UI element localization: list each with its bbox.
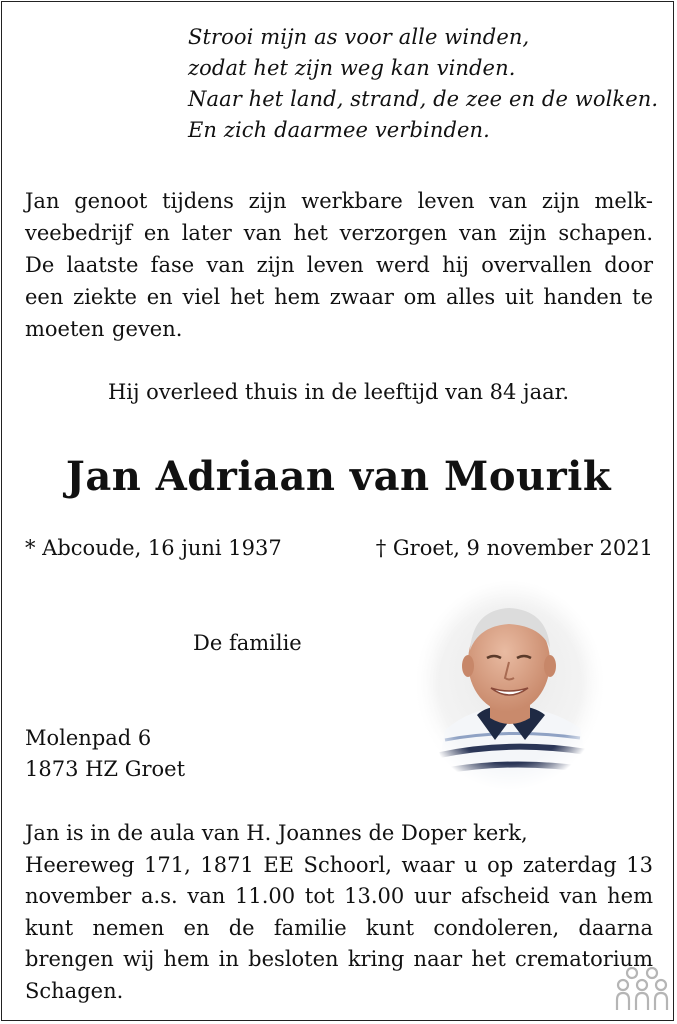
birth-info: * Abcoude, 16 juni 1937 (25, 536, 282, 560)
death-info: † Groet, 9 november 2021 (375, 536, 653, 560)
address-block (25, 723, 185, 785)
poem (188, 22, 658, 146)
ceremony-paragraph (25, 818, 653, 1007)
death-age-text: Hij overleed thuis in de leeftijd van 84 jaar. (107, 380, 570, 404)
portrait-photo (415, 580, 605, 790)
poem-line: En zich daarmee verbinden. (188, 118, 490, 142)
ceremony-line-1: Jan is in de aula van H. Joannes de Doper kerk, (25, 821, 528, 845)
ceremony-text: Heereweg 171, 1871 EE Schoorl, waar u op zaterdag 13 november a.s. van 11.00 tot 13.00 uur afscheid van hem kunt nemen en de familie kunt condoleren, daarna brengen wij hem in besloten kring naar het crematorium Schagen. (25, 852, 653, 1003)
intro-paragraph: Jan genoot tijdens zijn werkbare leven van zijn melk-veebedrijf en later van het verzorgen van zijn schapen. De laatste fase van zijn leven werd hij overvallen door een ziekte en viel het hem zwaar om alles uit handen te moeten geven. (25, 189, 653, 341)
address-city: 1873 HZ Groet (25, 757, 186, 781)
poem-line: Naar het land, strand, de zee en de wolken. (188, 87, 659, 111)
family-signature: De familie (193, 631, 302, 655)
poem-line: Strooi mijn as voor alle winden, (188, 25, 530, 49)
address-street: Molenpad 6 (25, 726, 152, 750)
people-logo-icon (615, 966, 669, 1012)
deceased-name: Jan Adriaan van Mourik (65, 453, 612, 500)
poem-line: zodat het zijn weg kan vinden. (188, 56, 516, 80)
